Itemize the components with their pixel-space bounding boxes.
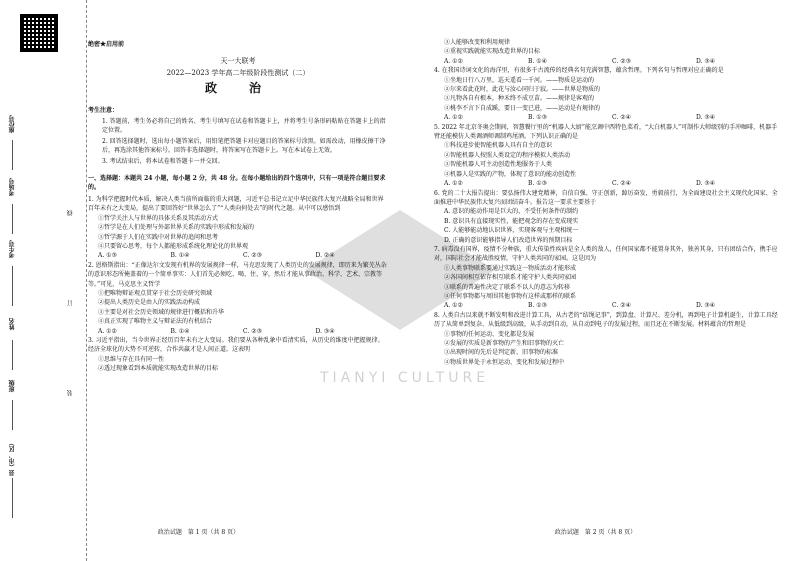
left-content xyxy=(88,40,388,374)
question xyxy=(434,123,780,189)
question-item: ②尔来看此花时，此花与汝心同归于寂。——世界是物质的 xyxy=(444,86,601,94)
note-item: 1. 答题前，考生务必将自己的姓名、考生号填写在试卷和答题卡上，并将考生号条形码粘贴在答题卡上的指定位置。 xyxy=(102,118,386,135)
answer-option: D. ②④ xyxy=(315,252,335,260)
binding-mark-xian: 线 xyxy=(67,210,74,216)
footer-left: 政治试题 第 1 页（共 8 页） xyxy=(157,529,240,536)
question-item: ④重视实践就能实现改造世界的目标 xyxy=(444,48,541,56)
answer-option: A. ①② xyxy=(444,57,463,65)
question-stem: 6. 党的二十大报告提出：要弘扬伟大建党精神，自信自强、守正创新，踔厉奋发，勇毅前行，为全面建设社会主义现代化国家、全面推进中华民族伟大复兴而团结奋斗。报告这一要求主要基于 xyxy=(434,189,778,206)
question xyxy=(434,245,780,311)
question-item: ③智能机器人可主动创造性地服务于人类 xyxy=(444,161,553,169)
question-item: ④任何事物都与周围其他事物有这样或那样的联系 xyxy=(444,292,577,300)
answer-option: A. ①② xyxy=(444,180,463,188)
org-title: 天一大联考 xyxy=(220,57,256,66)
answer-option: A. ①② xyxy=(98,327,117,335)
left-questions xyxy=(88,195,388,374)
question-item: ②各国间相互依存相互联系才能守护人类共同家园 xyxy=(444,274,577,282)
exam-title: 2022—2023 学年高二年级阶段性测试（二） xyxy=(166,68,310,77)
answer-option: B. ①③ xyxy=(528,114,547,122)
answer-options xyxy=(434,301,780,310)
exam-no-line xyxy=(12,266,13,306)
answer-option: B. ①③ xyxy=(528,302,547,310)
answer-option: D. ③④ xyxy=(696,180,716,188)
question-item: ②透过现象看到本质就能实现改造世界的目标 xyxy=(98,365,219,373)
secret-mark: 绝密★启用前 xyxy=(88,41,125,48)
question xyxy=(434,66,780,122)
question-item: ④桃李不言下自成蹊，要日一变已进，——运动是有规律的 xyxy=(444,104,601,112)
question-stem: 2. 恩格斯指出：“正像达尔文发现有机界的发展规律一样，马克思发现了人类历史的发展规律，即历来为繁芜丛杂的意识形态所掩盖着的一个简单事实：人们首先必须吃、喝、住、穿，然后才能从事政治、科学、艺术、宗教等等。”可见，马克思主义哲学 xyxy=(88,261,387,288)
question xyxy=(434,189,780,245)
question-item: ②哲学是在人们处理与外部世界关系的实践中形成和发展的 xyxy=(98,224,255,232)
class-line xyxy=(12,400,13,430)
answer-option: C. ②④ xyxy=(612,180,631,188)
answer-option: C. ②④ xyxy=(612,302,631,310)
question-item: ④只要留心思考，每个人都能形成系统化理论化的世界观 xyxy=(98,242,249,250)
binding-mark-zhuang: 装 xyxy=(67,390,74,396)
seat-no-label: 座位号 xyxy=(9,115,16,133)
answer-option: C. ②③ xyxy=(612,57,631,65)
question xyxy=(88,261,388,336)
question xyxy=(434,38,780,66)
class-label: 班级 xyxy=(9,380,16,392)
answer-option: D. ③④ xyxy=(696,57,716,65)
answer-option: D. ③④ xyxy=(315,327,335,335)
question-item: ②发展的实质是新事物的产生和旧事物的灭亡 xyxy=(444,340,565,347)
name-label: 姓名 xyxy=(9,318,16,330)
county-label: 县（市、区） xyxy=(9,440,16,476)
question-item: A. 意识的能动作用是巨大的，不受任何条件的制约 xyxy=(444,208,579,216)
answer-option: B. ①④ xyxy=(170,252,190,260)
answer-options xyxy=(434,57,780,66)
right-questions xyxy=(434,38,780,367)
answer-option: A. ①② xyxy=(444,114,463,122)
note-item: 2. 回答选择题时，选出每小题答案后，用铅笔把答题卡对应题目的答案标号涂黑。如需改动，用橡皮擦干净后，再选涂其他答案标号。回答非选择题时，将答案写在答题卡上。写在本试卷上无效。 xyxy=(102,137,386,155)
question-stem: 1. 为科学把握时代本质，解决人类当前所面临的重大问题，习近平总书记立足中华民族伟大复兴战略全局和世界百年未有之大变局，提出了要回答好“世界怎么了”“人类向何处去”的时代之题。从中可以感悟到 xyxy=(88,195,384,213)
question-item: ③联系的普遍性决定了联系不以人的意志为转移 xyxy=(444,283,571,291)
question-item: ①坐地日行八万里，巡天遥看一千河。——物质是运动的 xyxy=(444,76,595,84)
footer-right: 政治试题 第 2 页（共 8 页） xyxy=(554,529,637,536)
watermark-text: TIANYI CULTURE xyxy=(320,370,490,386)
question-stem: 3. 习近平指出，当今世界正经历百年未有之大变局。我们要从各种乱象中看清实质，从历史的维度中把握规律。经济全球化的大势不可逆转，合作共赢才是人间正道。这表明 xyxy=(88,336,384,354)
answer-option: C. ②④ xyxy=(612,114,631,122)
room-no-line xyxy=(12,204,13,234)
question xyxy=(88,336,388,374)
question-item: ③人能够改变和利用规律 xyxy=(444,39,511,46)
question-item: ①哲学关注人与世界的具体关系及其活动方式 xyxy=(98,214,219,222)
question-stem: 7. 病毒没有国界，疫情不分种族，重大传染性疾病是全人类的敌人，任何国家都不能置身其外，独善其身，只有团结合作，携手应对，国际社会才能战胜疫情，守护人类共同的家园。这是因为 xyxy=(434,245,778,263)
answer-option: B. ①③ xyxy=(528,180,547,188)
answer-option: A. ①③ xyxy=(98,252,117,260)
qr-code-icon xyxy=(20,14,58,52)
exam-no-label: 考生号 xyxy=(9,240,16,258)
answer-options xyxy=(434,113,780,122)
question-item: ①科技进步使智能机器人具有自主的意识 xyxy=(444,142,553,150)
answer-option: A. ①② xyxy=(444,302,463,310)
seat-no-line xyxy=(12,140,13,170)
question-item: D. 正确的意识能够指导人们改造世界的预期目标 xyxy=(444,236,573,244)
question-item: ①人类事物联系要通过实践这一物质活动才能形成 xyxy=(444,264,577,272)
binding-mark-ding: 订 xyxy=(67,300,74,306)
answer-option: B. ①④ xyxy=(528,57,547,65)
question-item: ③哲学源于人们在实践中对世界的追问和思考 xyxy=(98,233,219,241)
county-line xyxy=(12,478,13,518)
answer-option: D. ③④ xyxy=(696,114,716,122)
binding-sidebar xyxy=(0,0,87,561)
question-item: ①思维与存在具有同一性 xyxy=(98,355,165,363)
answer-option: C. ②③ xyxy=(243,252,262,260)
question-item: ③凡物各自有根本，种禾终不成豆苗。——规律是客观的 xyxy=(444,95,595,103)
section-heading: 一、选择题：本题共 24 小题，每小题 2 分，共 48 分。在每小题给出的四个选项中，只有一项是符合题目要求的。 xyxy=(88,175,386,192)
question-item: ④机器人是实践的产物，体现了意识的能动创造性 xyxy=(444,170,577,178)
question-stem: 8. 人类自古以来就不断发明和改进计算工具，从古老的“结绳记事”，到算盘、计算尺、差分机，再到电子计算机诞生，计算工具经历了从简单到复杂、从低级到高级，从手动到自动，从自动到电子的发展过程，而且还在不断发展。材料蕴含的哲理是 xyxy=(434,311,778,329)
question xyxy=(434,311,780,367)
question-item: ③主要是对社会历史领域的规律进行概括和升华 xyxy=(98,308,225,316)
question-stem: 5. 2022 年北京冬奥会期间，智慧餐厅里的“机器人大厨”能烹调中西特色菜肴，“大白机器人”可制作大师级别的手冲咖啡，机器手臂还能模仿人类调酒师调制鸡尾酒。下列认识正确的是 xyxy=(434,123,778,141)
answer-options xyxy=(88,251,388,260)
question-stem: 4. 在我国诗词文化的海洋里，有很多千古流传的经典名句充满智慧，蕴含哲理。下列名句与哲理对应正确的是 xyxy=(434,67,724,75)
question-item: ④物质世界处于永恒运动、变化和发展过程中 xyxy=(444,358,565,366)
question-item: ②智能机器人按照人类设定的程序模拟人类活动 xyxy=(444,151,571,159)
room-no-label: 考场号 xyxy=(9,178,16,196)
question-item: ①把唯物辩证观点贯穿于社会历史研究领域 xyxy=(98,289,213,297)
answer-option: D. ③④ xyxy=(696,302,716,310)
answer-option: B. ①④ xyxy=(170,327,190,335)
question xyxy=(88,195,388,261)
question-item: ④真正实现了唯物主义与辩证法的有机结合 xyxy=(98,318,213,326)
question-item: ①事物的任何运动、变化都是发展 xyxy=(444,330,535,338)
question-item: ②提出人类历史是由人的实践活动构成 xyxy=(98,299,201,307)
name-line xyxy=(12,340,13,370)
answer-options xyxy=(434,179,780,188)
note-item: 3. 考试结束后，将本试卷和答题卡一并交回。 xyxy=(102,157,224,165)
answer-option: C. ②③ xyxy=(243,327,262,335)
answer-options xyxy=(88,327,388,336)
question-item: B. 意识具有直接现实性，能把观念的存在变成现实 xyxy=(444,217,579,225)
notes-title: 考生注意： xyxy=(88,106,119,114)
question-item: ③出现时间的先后是判定新、旧事物的标准 xyxy=(444,349,559,357)
question-item: C. 人能够能动地认识世界，实现客观与主观相统一 xyxy=(444,227,579,235)
subject-title: 政 治 xyxy=(204,81,271,96)
